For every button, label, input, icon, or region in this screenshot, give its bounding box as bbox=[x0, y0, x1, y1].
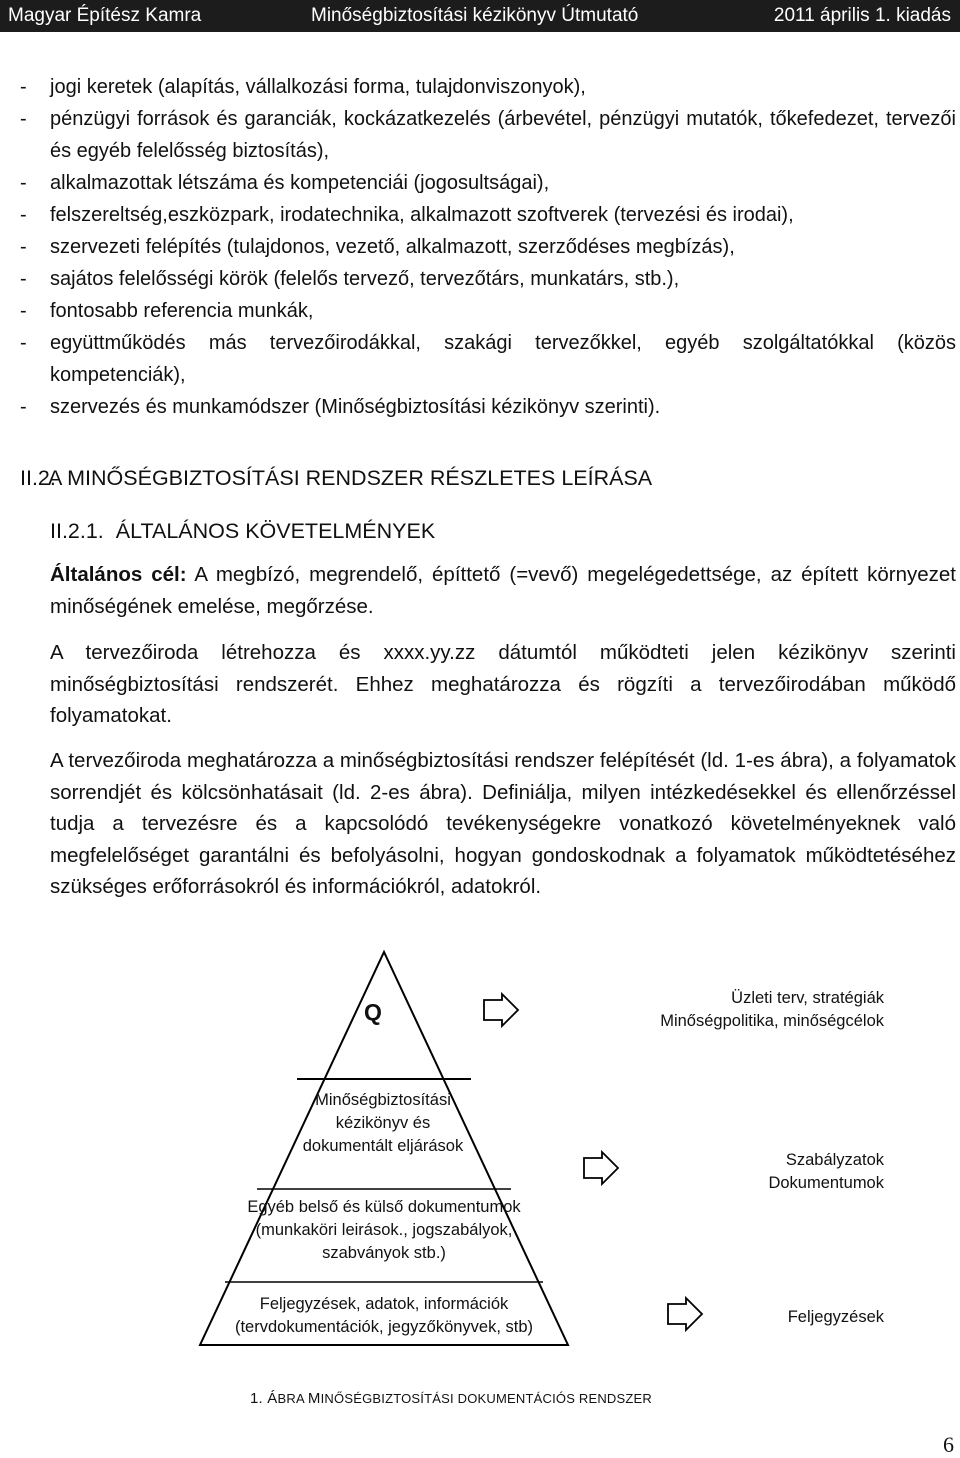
list-item: - fontosabb referencia munkák, bbox=[20, 300, 314, 322]
paragraph-structure: A tervezőiroda meghatározza a minőségbiztosítási rendszer felépítését (ld. 1-es ábra), a folyamatok sorrendjét és kölcsönhatásait (ld. 2-es ábra). Definiálja, milyen intézkedésekkel és ellenőrzéssel tudja a tervezésre és a kapcsolódó tevékenységekre vonatkozó követelményeknek való megfelelőséget garantálni és befolyásolni, hogyan gondoskodnak a folyamatok működtetéséhez szükséges erőforrásokról és információkról, adatokról. bbox=[50, 749, 956, 898]
hollow-right-arrow-icon bbox=[668, 1298, 702, 1330]
general-goal-label: Általános cél: bbox=[50, 563, 187, 586]
list-item: - szervezés és munkamódszer (Minőségbiztosítási kézikönyv szerinti). bbox=[20, 396, 661, 418]
pyramid-level-4-label: Feljegyzések, adatok, információk (tervdokumentációk, jegyzőkönyvek, stb) bbox=[234, 1295, 534, 1336]
header-edition: 2011 április 1. kiadás bbox=[773, 5, 951, 26]
list-item: - alkalmazottak létszáma és kompetenciái (jogosultságai), bbox=[20, 172, 550, 194]
section-title: A MINŐSÉGBIZTOSÍTÁSI RENDSZER RÉSZLETES LEÍRÁSA bbox=[48, 466, 653, 490]
list-item: - együttműködés más tervezőirodákkal, szakági tervezőkkel, egyéb szolgáltatókkal (közös kompetenciák), bbox=[20, 332, 956, 386]
side-label-strategy: Üzleti terv, stratégiák Minőségpolitika, minőségcélok bbox=[660, 989, 884, 1030]
pyramid-apex-label: Q bbox=[364, 999, 382, 1025]
header-org: Magyar Építész Kamra bbox=[8, 5, 202, 26]
list-item: - pénzügyi források és garanciák, kockázatkezelés (árbevétel, pénzügyi mutatók, tőkefedezet, tervezői és egyéb felelősség biztosítás), bbox=[20, 108, 956, 162]
pyramid-level-3-label: Egyéb belső és külső dokumentumok (munkaköri leirások., jogszabályok, szabványok stb.) bbox=[247, 1198, 521, 1262]
hollow-right-arrow-icon bbox=[484, 994, 518, 1026]
subsection-number: II.2.1. bbox=[50, 519, 104, 543]
paragraph-general-goal: Általános cél: A megbízó, megrendelő, építtető (=vevő) megelégedettsége, az épített környezet minőségének emelése, megőrzése. bbox=[50, 563, 956, 618]
list-item: - szervezeti felépítés (tulajdonos, vezető, alkalmazott, szerződéses megbízás), bbox=[20, 236, 735, 258]
hollow-right-arrow-icon bbox=[584, 1152, 618, 1184]
section-number: II.2. bbox=[20, 466, 56, 490]
figure-caption: 1. ÁBRA MINŐSÉGBIZTOSÍTÁSI DOKUMENTÁCIÓS RENDSZER bbox=[250, 1390, 652, 1407]
paragraph-establishment: A tervezőiroda létrehozza és xxxx.yy.zz dátumtól működteti jelen kézikönyv szerinti minőségbiztosítási rendszerét. Ehhez meghatározza és rögzíti a tervezőirodában működő folyamatokat. bbox=[50, 641, 956, 727]
side-label-records: Feljegyzések bbox=[787, 1308, 884, 1326]
header-doc-title: Minőségbiztosítási kézikönyv Útmutató bbox=[311, 5, 639, 26]
list-item: - jogi keretek (alapítás, vállalkozási forma, tulajdonviszonyok), bbox=[20, 76, 586, 98]
subsection-title: ÁLTALÁNOS KÖVETELMÉNYEK bbox=[115, 519, 436, 543]
side-label-regulations: Szabályzatok Dokumentumok bbox=[768, 1151, 884, 1192]
page-number: 6 bbox=[943, 1432, 954, 1457]
list-item: - sajátos felelősségi körök (felelős tervező, tervezőtárs, munkatárs, stb.), bbox=[20, 268, 680, 290]
list-item: - felszereltség,eszközpark, irodatechnika, alkalmazott szoftverek (tervezési és irodai), bbox=[20, 204, 794, 226]
pyramid-level-2-label: Minőségbiztosítási kézikönyv és dokumentált eljárások bbox=[302, 1091, 464, 1155]
